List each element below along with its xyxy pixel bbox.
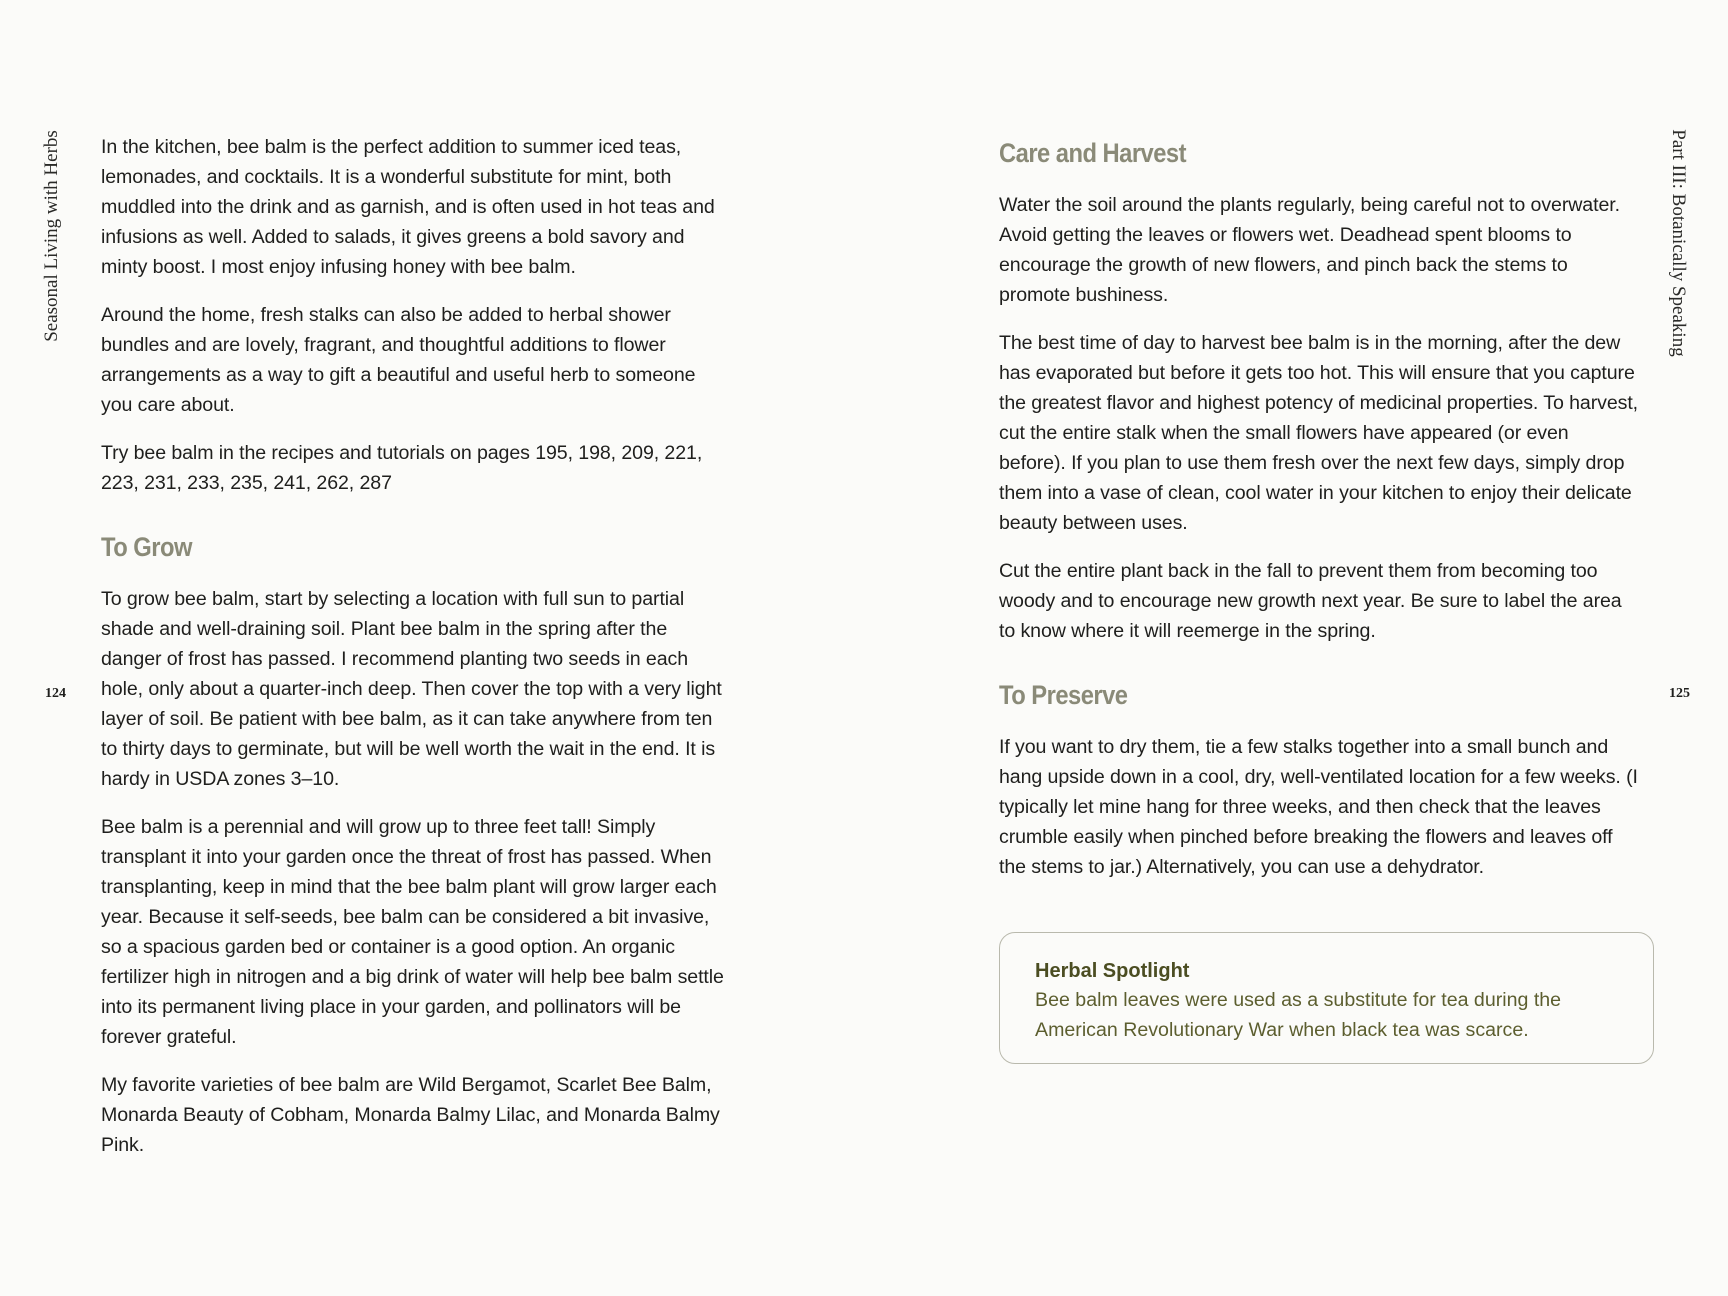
paragraph-fall-cutback: Cut the entire plant back in the fall to prevent them from becoming too woody and to encourage new growth next year. Be sure to label the area to know where it will reemerge in the spring. xyxy=(999,560,1622,642)
running-head-part-title: Part III: Botanically Speaking xyxy=(1668,129,1689,357)
left-text-column xyxy=(101,132,731,1178)
paragraph-harvest-timing: The best time of day to harvest bee balm is in the morning, after the dew has evaporated but before it gets too hot. This will ensure that you capture the greatest flavor and highest potency of medicinal properties. To harvest, cut the entire stalk when the small flowers have appeared (or even before). If you plan to use them fresh over the next few days, simply drop them into a vase of clean, cool water in your kitchen to enjoy their delicate beauty between uses. xyxy=(999,332,1639,534)
heading-care-and-harvest: Care and Harvest xyxy=(999,138,1187,168)
right-text-column xyxy=(999,136,1639,1064)
heading-to-preserve: To Preserve xyxy=(999,680,1128,710)
page-number: 124 xyxy=(45,686,66,701)
paragraph-drying: If you want to dry them, tie a few stalks together into a small bunch and hang upside down in a cool, dry, well-ventilated location for a few weeks. (I typically let mine hang for three weeks, and then check that the leaves crumble easily when pinched before breaking the flowers and leaves off the stems to jar.) Alternatively, you can use a dehydrator. xyxy=(999,736,1638,878)
running-head-book-title: Seasonal Living with Herbs xyxy=(41,130,62,342)
paragraph-transplanting: Bee balm is a perennial and will grow up to three feet tall! Simply transplant it into your garden once the threat of frost has passed. When transplanting, keep in mind that the bee balm plant will grow larger each year. Because it self-seeds, bee balm can be considered a bit invasive, so a spacious garden bed or container is a good option. An organic fertilizer high in nitrogen and a big drink of water will help bee balm settle into its permanent living place in your garden, and pollinators will be forever grateful. xyxy=(101,816,724,1048)
paragraph-varieties: My favorite varieties of bee balm are Wild Bergamot, Scarlet Bee Balm, Monarda Beauty of Cobham, Monarda Balmy Lilac, and Monarda Balmy Pink. xyxy=(101,1074,720,1156)
heading-to-grow: To Grow xyxy=(101,532,192,562)
spotlight-title: Herbal Spotlight xyxy=(1035,960,1190,982)
paragraph-growing: To grow bee balm, start by selecting a location with full sun to partial shade and well-draining soil. Plant bee balm in the spring after the danger of frost has passed. I recommend planting two seeds in each hole, only about a quarter-inch deep. Then cover the top with a very light layer of soil. Be patient with bee balm, as it can take anywhere from ten to thirty days to germinate, but will be well worth the wait in the end. It is hardy in USDA zones 3–10. xyxy=(101,588,722,790)
paragraph-watering: Water the soil around the plants regularly, being careful not to overwater. Avoid getting the leaves or flowers wet. Deadhead spent blooms to encourage the growth of new flowers, and pinch back the stems to promote bushiness. xyxy=(999,194,1620,306)
paragraph-home-uses: Around the home, fresh stalks can also be added to herbal shower bundles and are lovely, fragrant, and thoughtful additions to flower arrangements as a way to gift a beautiful and useful herb to someone you care about. xyxy=(101,304,696,416)
right-page xyxy=(864,0,1728,1296)
paragraph-kitchen-uses: In the kitchen, bee balm is the perfect addition to summer iced teas, lemonades, and cocktails. It is a wonderful substitute for mint, both muddled into the drink and as garnish, and is often used in hot teas and infusions as well. Added to salads, it gives greens a bold savory and minty boost. I most enjoy infusing honey with bee balm. xyxy=(101,136,715,278)
spotlight-text: Bee balm leaves were used as a substitute for tea during the American Revolutionary War when black tea was scarce. xyxy=(1035,989,1562,1041)
page-number: 125 xyxy=(1669,686,1690,701)
paragraph-recipe-pages: Try bee balm in the recipes and tutorials on pages 195, 198, 209, 221, 223, 231, 233, 235, 241, 262, 287 xyxy=(101,442,703,494)
herbal-spotlight-box xyxy=(999,932,1654,1064)
